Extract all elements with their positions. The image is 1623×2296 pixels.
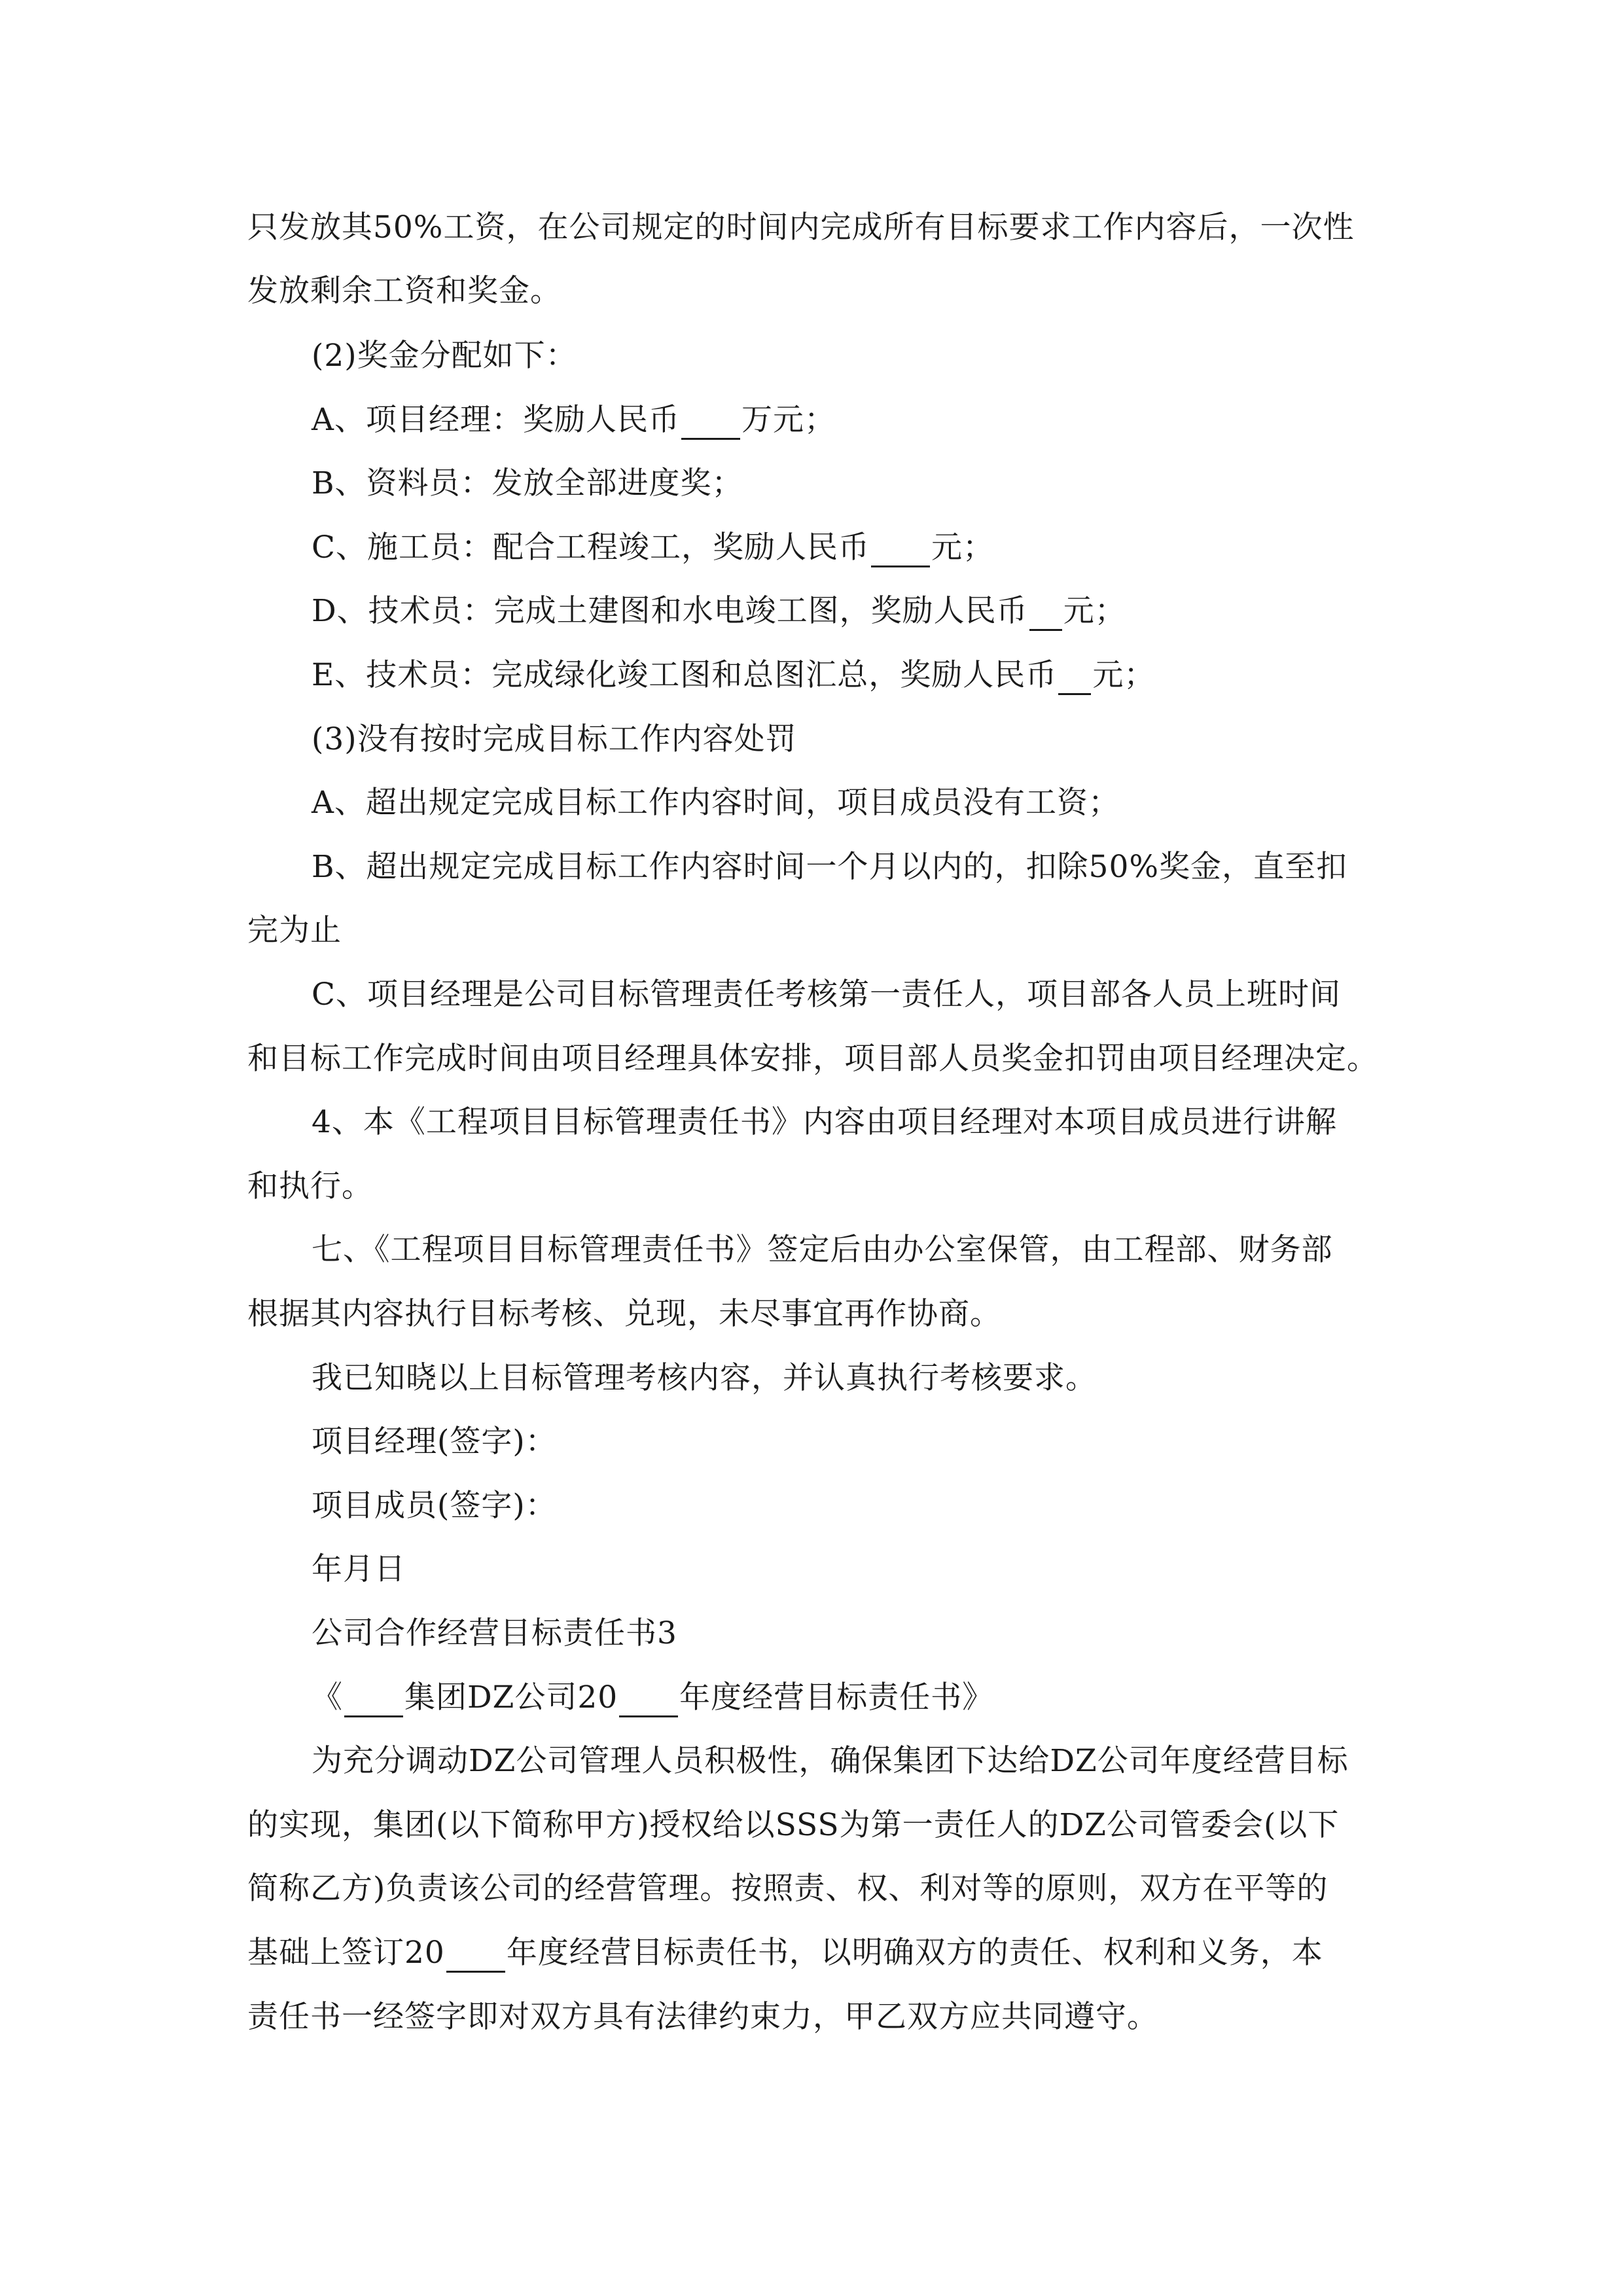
list-item-text: C、施工员：配合工程竣工，奖励人民币 [312,529,870,565]
paragraph-line: 责任书一经签字即对双方具有法律约束力，甲乙双方应共同遵守。 [247,1999,1158,2035]
list-item-text: 元； [1063,593,1126,629]
list-item-text: 万元； [741,402,836,438]
paragraph-line: 为充分调动DZ公司管理人员积极性，确保集团下达给DZ公司年度经营目标 [312,1743,1349,1779]
paragraph-line [247,1933,1323,1973]
paragraph-text: 基础上签订20 [247,1935,445,1971]
fill-blank [446,1941,505,1973]
paragraph-line: 根据其内容执行目标考核、兑现，未尽事宜再作协商。 [247,1296,1001,1332]
list-item-text: 元； [931,529,994,565]
document-title: 公司合作经营目标责任书3 [312,1615,677,1651]
paragraph-line: 和执行。 [247,1168,373,1204]
list-item: C、项目经理是公司目标管理责任考核第一责任人，项目部各人员上班时间 [312,977,1341,1013]
subtitle-text: 年度经营目标责任书》 [679,1679,994,1715]
list-item-text: 元； [1092,657,1156,693]
fill-blank [871,535,930,567]
paragraph-text: 年度经营目标责任书，以明确双方的责任、权利和义务，本 [506,1935,1323,1971]
signature-label: 项目成员(签字)： [312,1488,557,1524]
subtitle-text: 《 [312,1679,343,1715]
paragraph-line: 的实现，集团(以下简称甲方)授权给以SSS为第一责任人的DZ公司管委会(以下 [247,1807,1340,1843]
list-item-text: A、项目经理：奖励人民币 [312,402,680,438]
list-item: B、资料员：发放全部进度奖； [312,465,743,501]
list-item-text: E、技术员：完成绿化竣工图和总图汇总，奖励人民币 [312,657,1058,693]
fill-blank [1058,663,1091,695]
list-item [312,401,836,440]
paragraph-line: 七、《工程项目目标管理责任书》签定后由办公室保管，由工程部、财务部 [312,1232,1333,1268]
paragraph-line: 4、本《工程项目目标管理责任书》内容由项目经理对本项目成员进行讲解 [312,1104,1337,1140]
subtitle-text: 集团DZ公司20 [404,1679,618,1715]
list-item [312,592,1126,631]
paragraph-line: 和目标工作完成时间由项目经理具体安排，项目部人员奖金扣罚由项目经理决定。 [247,1041,1378,1077]
signature-label: 项目经理(签字)： [312,1424,557,1460]
list-item: B、超出规定完成目标工作内容时间一个月以内的，扣除50%奖金，直至扣 [312,849,1348,885]
paragraph-line: 简称乙方)负责该公司的经营管理。按照责、权、利对等的原则，双方在平等的 [247,1871,1329,1907]
fill-blank [344,1685,403,1717]
date-label: 年月日 [312,1551,406,1587]
list-item [312,528,994,567]
section-heading: (2)奖金分配如下： [312,338,577,374]
paragraph-line: 我已知晓以上目标管理考核内容，并认真执行考核要求。 [312,1360,1097,1396]
list-item [312,656,1155,695]
paragraph-line: 完为止 [247,912,342,948]
fill-blank [1029,599,1062,631]
paragraph-line: 发放剩余工资和奖金。 [247,273,562,309]
fill-blank [681,408,740,440]
document-subtitle [312,1678,993,1717]
fill-blank [619,1685,678,1717]
section-heading: (3)没有按时完成目标工作内容处罚 [312,721,797,757]
list-item-text: D、技术员：完成土建图和水电竣工图，奖励人民币 [312,593,1028,629]
paragraph-line: 只发放其50%工资，在公司规定的时间内完成所有目标要求工作内容后，一次性 [247,209,1355,245]
list-item: A、超出规定完成目标工作内容时间，项目成员没有工资； [312,785,1120,821]
